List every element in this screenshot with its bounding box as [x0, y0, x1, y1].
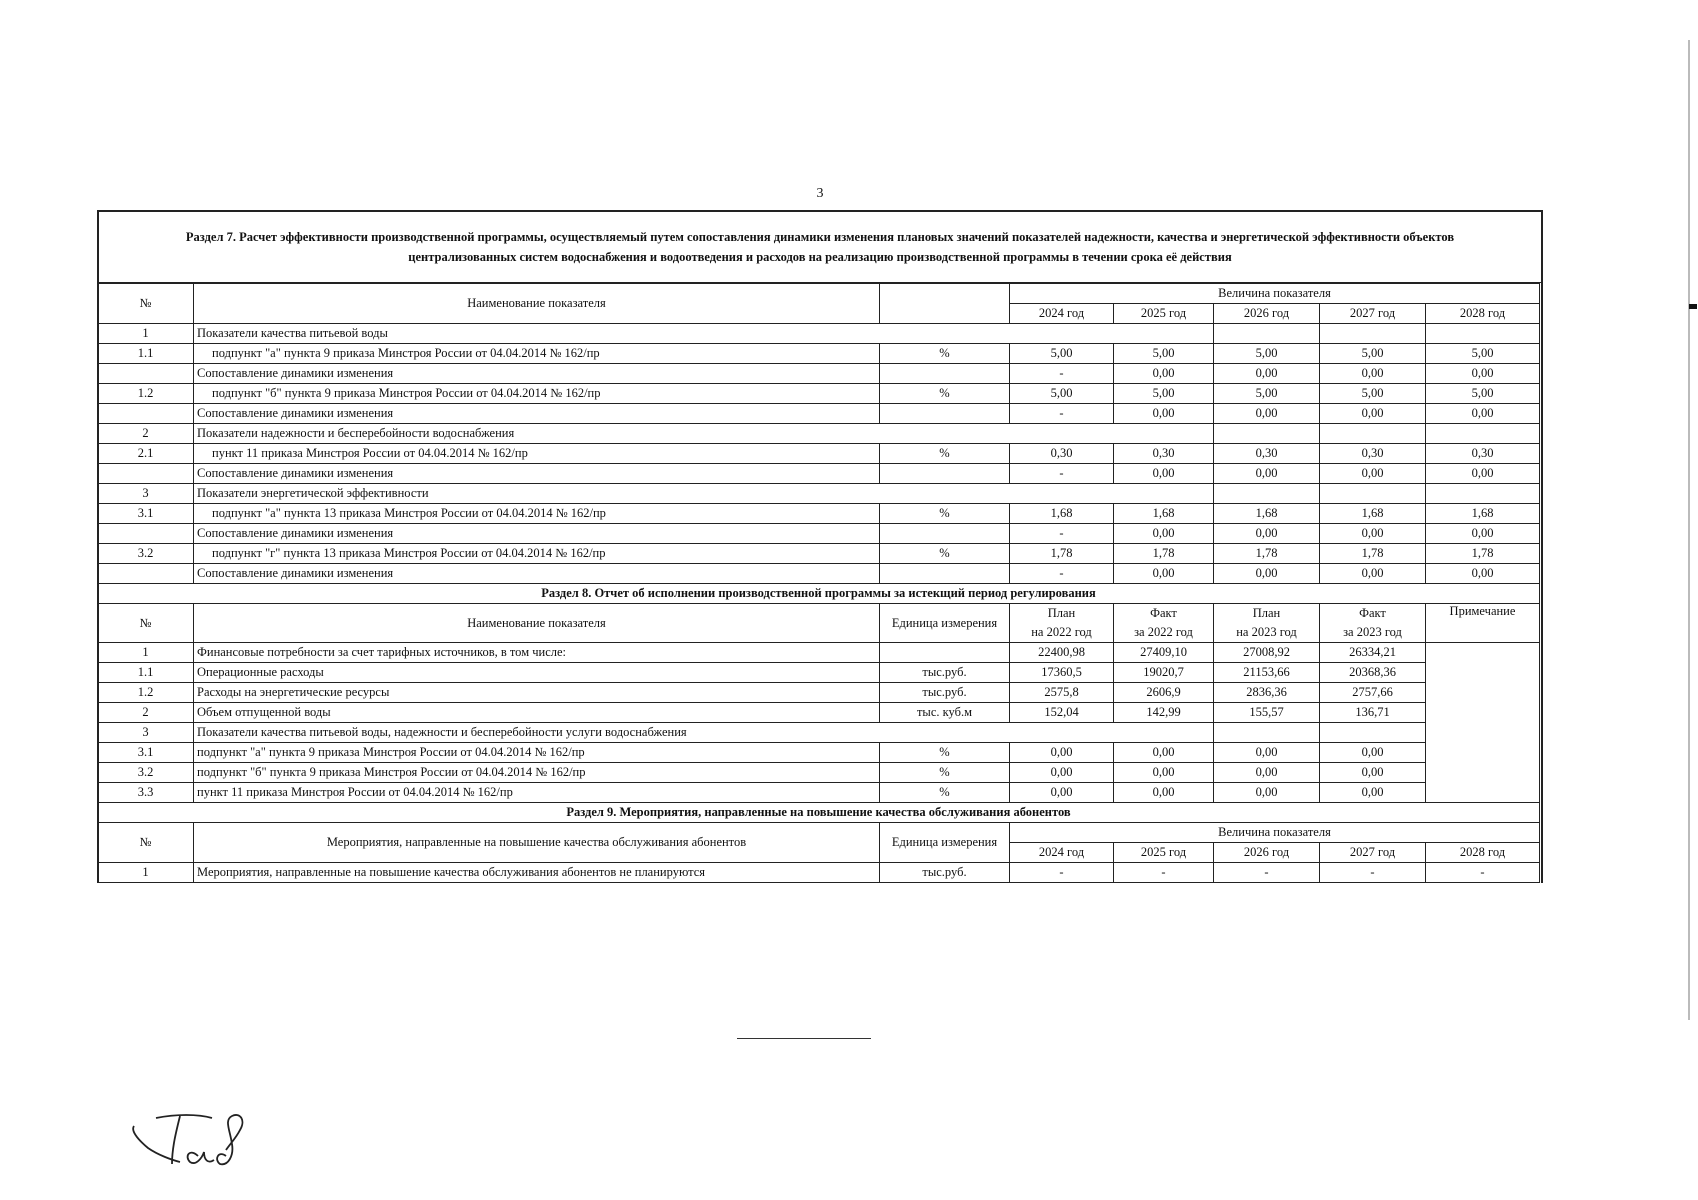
row-num: 1.1: [98, 344, 194, 364]
row-name: Сопоставление динамики изменения: [194, 524, 880, 544]
section8-title: Раздел 8. Отчет об исполнении производственной программы за истекщий период регулирования: [98, 584, 1540, 604]
row-value: 27008,92: [1214, 643, 1320, 663]
row-value: -: [1010, 524, 1114, 544]
row-empty: [1426, 324, 1540, 344]
header-num: №: [98, 823, 194, 863]
row-empty: [1214, 424, 1320, 444]
row-unit: [880, 643, 1010, 663]
table-row: [98, 643, 1540, 663]
row-value: 0,30: [1010, 444, 1114, 464]
row-value: 5,00: [1214, 344, 1320, 364]
row-value: 0,00: [1010, 783, 1114, 803]
row-value: 0,00: [1320, 564, 1426, 584]
section7-header-row: [98, 284, 1540, 304]
row-value: 0,30: [1114, 444, 1214, 464]
row-empty: [1320, 484, 1426, 504]
row-value: 0,00: [1320, 524, 1426, 544]
row-value: 1,68: [1320, 504, 1426, 524]
row-value: 21153,66: [1214, 663, 1320, 683]
table-row: [98, 703, 1540, 723]
table-row: [98, 544, 1540, 564]
row-value: 1,68: [1010, 504, 1114, 524]
table-row: [98, 783, 1540, 803]
page-number: 3: [816, 186, 824, 201]
row-value: 0,30: [1320, 444, 1426, 464]
row-num: 2: [98, 424, 194, 444]
row-empty: [1426, 424, 1540, 444]
row-num: 1: [98, 324, 194, 344]
row-value: -: [1010, 564, 1114, 584]
row-num: 3.2: [98, 544, 194, 564]
table-row: [98, 424, 1540, 444]
row-value: 0,00: [1320, 364, 1426, 384]
row-empty: [1214, 723, 1320, 743]
row-value: 0,00: [1214, 524, 1320, 544]
row-value: -: [1010, 863, 1114, 883]
handwritten-signature: [128, 1108, 268, 1178]
row-value: 0,00: [1426, 564, 1540, 584]
row-value: 0,00: [1320, 743, 1426, 763]
row-name: Сопоставление динамики изменения: [194, 404, 880, 424]
row-value: 5,00: [1010, 384, 1114, 404]
row-value: 142,99: [1114, 703, 1214, 723]
row-value: 1,68: [1114, 504, 1214, 524]
row-value: 0,00: [1114, 464, 1214, 484]
row-value: 2757,66: [1320, 683, 1426, 703]
section9-title-row: [98, 803, 1540, 823]
row-unit: тыс.руб.: [880, 663, 1010, 683]
table-row: [98, 863, 1540, 883]
row-name: подпункт "а" пункта 9 приказа Минстроя России от 04.04.2014 № 162/пр: [194, 743, 880, 763]
row-value: 0,00: [1114, 524, 1214, 544]
table-row: [98, 683, 1540, 703]
row-value: 26334,21: [1320, 643, 1426, 663]
row-empty: [1320, 324, 1426, 344]
row-name: Мероприятия, направленные на повышение качества обслуживания абонентов не планируются: [194, 863, 880, 883]
row-value: 17360,5: [1010, 663, 1114, 683]
row-num: 1: [98, 863, 194, 883]
row-name: подпункт "б" пункта 9 приказа Минстроя России от 04.04.2014 № 162/пр: [194, 384, 880, 404]
header-year: 2026 год: [1214, 843, 1320, 863]
row-value: 0,30: [1214, 444, 1320, 464]
row-value: 0,00: [1214, 464, 1320, 484]
header-name: Наименование показателя: [194, 284, 880, 324]
report-table: [97, 283, 1540, 883]
row-num: 2: [98, 703, 194, 723]
header-period-line1: Факт: [1150, 606, 1177, 620]
table-row: [98, 344, 1540, 364]
separator-line: [737, 1038, 871, 1039]
table-row: [98, 404, 1540, 424]
header-value-group: Величина показателя: [1010, 284, 1540, 304]
row-unit: тыс.руб.: [880, 683, 1010, 703]
row-value: 0,00: [1010, 743, 1114, 763]
header-value-group: Величина показателя: [1010, 823, 1540, 843]
row-name: Сопоставление динамики изменения: [194, 464, 880, 484]
row-empty: [1214, 324, 1320, 344]
row-value: 0,00: [1320, 404, 1426, 424]
table-row: [98, 364, 1540, 384]
table-row: [98, 464, 1540, 484]
table-row: [98, 444, 1540, 464]
row-num: [98, 364, 194, 384]
section8-header-row: [98, 604, 1540, 643]
section9-header-row: [98, 823, 1540, 843]
row-value: 0,00: [1426, 464, 1540, 484]
row-value: 0,00: [1426, 364, 1540, 384]
row-name: подпункт "а" пункта 13 приказа Минстроя России от 04.04.2014 № 162/пр: [194, 504, 880, 524]
row-name: подпункт "а" пункта 9 приказа Минстроя России от 04.04.2014 № 162/пр: [194, 344, 880, 364]
row-value: 0,00: [1320, 763, 1426, 783]
row-value: -: [1010, 404, 1114, 424]
scan-edge-mark: [1689, 304, 1697, 309]
row-unit: %: [880, 783, 1010, 803]
header-unit: Единица измерения: [880, 823, 1010, 863]
row-value: 5,00: [1320, 384, 1426, 404]
row-name: Показатели качества питьевой воды: [194, 324, 1214, 344]
row-value: 1,68: [1426, 504, 1540, 524]
row-value: 0,00: [1114, 364, 1214, 384]
scan-edge-line: [1688, 40, 1690, 1020]
row-unit: %: [880, 344, 1010, 364]
row-num: 3: [98, 484, 194, 504]
row-value: 0,00: [1010, 763, 1114, 783]
row-value: -: [1426, 863, 1540, 883]
header-year: 2025 год: [1114, 304, 1214, 324]
row-unit: %: [880, 763, 1010, 783]
row-name: Показатели энергетической эффективности: [194, 484, 1214, 504]
row-value: 5,00: [1426, 344, 1540, 364]
row-value: 19020,7: [1114, 663, 1214, 683]
header-unit-empty: [880, 284, 1010, 324]
row-unit: тыс.руб.: [880, 863, 1010, 883]
header-name: Мероприятия, направленные на повышение качества обслуживания абонентов: [194, 823, 880, 863]
table-row: [98, 504, 1540, 524]
section7-title: Раздел 7. Расчет эффективности производственной программы, осуществляемый путем сопоставления динамики изменения плановых значений показателей надежности, качества и энергетической эффективности объектов централизованных систем водоснабжения и водоотведения и расходов на реализацию производственной программы в течении срока её действия: [99, 212, 1541, 283]
row-value: 5,00: [1214, 384, 1320, 404]
row-name: подпункт "б" пункта 9 приказа Минстроя России от 04.04.2014 № 162/пр: [194, 763, 880, 783]
header-period-line2: на 2022 год: [1031, 625, 1092, 639]
table-row: [98, 564, 1540, 584]
row-num: 3.3: [98, 783, 194, 803]
row-name: Объем отпущенной воды: [194, 703, 880, 723]
row-unit: %: [880, 544, 1010, 564]
row-unit: %: [880, 504, 1010, 524]
row-name: пункт 11 приказа Минстроя России от 04.04.2014 № 162/пр: [194, 444, 880, 464]
header-year: 2028 год: [1426, 843, 1540, 863]
row-name: Операционные расходы: [194, 663, 880, 683]
header-year: 2025 год: [1114, 843, 1214, 863]
header-name: Наименование показателя: [194, 604, 880, 643]
row-num: 3.1: [98, 504, 194, 524]
header-period: [1114, 604, 1214, 643]
row-value: 22400,98: [1010, 643, 1114, 663]
row-unit: %: [880, 444, 1010, 464]
header-unit: Единица измерения: [880, 604, 1010, 643]
section8-title-row: [98, 584, 1540, 604]
header-period-line1: Факт: [1359, 606, 1386, 620]
report-table-frame: [97, 210, 1543, 883]
row-value: 0,00: [1114, 783, 1214, 803]
row-value: 20368,36: [1320, 663, 1426, 683]
row-value: 0,00: [1214, 763, 1320, 783]
row-value: 0,00: [1214, 783, 1320, 803]
header-year: 2026 год: [1214, 304, 1320, 324]
row-value: 5,00: [1426, 384, 1540, 404]
header-period-line2: за 2022 год: [1134, 625, 1193, 639]
row-name: Финансовые потребности за счет тарифных источников, в том числе:: [194, 643, 880, 663]
header-period-line2: на 2023 год: [1236, 625, 1297, 639]
row-value: 0,00: [1320, 783, 1426, 803]
row-value: -: [1010, 464, 1114, 484]
header-year: 2027 год: [1320, 843, 1426, 863]
row-value: 0,00: [1114, 763, 1214, 783]
row-value: 5,00: [1114, 344, 1214, 364]
row-note: [1426, 643, 1540, 803]
row-value: 0,00: [1114, 743, 1214, 763]
row-unit: [880, 564, 1010, 584]
row-value: 136,71: [1320, 703, 1426, 723]
row-value: 1,78: [1010, 544, 1114, 564]
row-value: 1,68: [1214, 504, 1320, 524]
row-value: 0,30: [1426, 444, 1540, 464]
section9-title: Раздел 9. Мероприятия, направленные на повышение качества обслуживания абонентов: [98, 803, 1540, 823]
row-value: -: [1114, 863, 1214, 883]
row-value: 0,00: [1214, 743, 1320, 763]
header-num: №: [98, 284, 194, 324]
row-empty: [1426, 484, 1540, 504]
header-num: №: [98, 604, 194, 643]
row-name: Расходы на энергетические ресурсы: [194, 683, 880, 703]
row-value: 5,00: [1010, 344, 1114, 364]
row-num: [98, 404, 194, 424]
header-period-line2: за 2023 год: [1343, 625, 1402, 639]
header-period: [1320, 604, 1426, 643]
row-num: [98, 564, 194, 584]
table-row: [98, 324, 1540, 344]
row-num: 1.2: [98, 384, 194, 404]
row-num: 2.1: [98, 444, 194, 464]
row-value: 0,00: [1214, 564, 1320, 584]
row-value: 2836,36: [1214, 683, 1320, 703]
table-row: [98, 723, 1540, 743]
row-unit: тыс. куб.м: [880, 703, 1010, 723]
table-row: [98, 743, 1540, 763]
row-name: пункт 11 приказа Минстроя России от 04.04.2014 № 162/пр: [194, 783, 880, 803]
row-value: 1,78: [1114, 544, 1214, 564]
row-value: -: [1010, 364, 1114, 384]
row-name: Показатели качества питьевой воды, надежности и бесперебойности услуги водоснабжения: [194, 723, 1214, 743]
row-value: 0,00: [1426, 404, 1540, 424]
table-row: [98, 384, 1540, 404]
row-num: [98, 464, 194, 484]
table-row: [98, 763, 1540, 783]
row-value: -: [1320, 863, 1426, 883]
row-value: 152,04: [1010, 703, 1114, 723]
row-value: 2606,9: [1114, 683, 1214, 703]
row-value: 5,00: [1114, 384, 1214, 404]
row-unit: [880, 404, 1010, 424]
row-unit: [880, 464, 1010, 484]
table-row: [98, 484, 1540, 504]
row-empty: [1320, 723, 1426, 743]
row-value: 0,00: [1426, 524, 1540, 544]
row-value: 0,00: [1214, 404, 1320, 424]
row-value: 155,57: [1214, 703, 1320, 723]
row-value: 27409,10: [1114, 643, 1214, 663]
row-unit: %: [880, 384, 1010, 404]
row-unit: %: [880, 743, 1010, 763]
row-value: 0,00: [1114, 404, 1214, 424]
row-unit: [880, 524, 1010, 544]
row-num: 3.1: [98, 743, 194, 763]
row-name: Сопоставление динамики изменения: [194, 564, 880, 584]
row-name: Показатели надежности и бесперебойности водоснабжения: [194, 424, 1214, 444]
row-num: [98, 524, 194, 544]
header-period-line1: План: [1252, 606, 1281, 620]
header-year: 2028 год: [1426, 304, 1540, 324]
row-num: 1.2: [98, 683, 194, 703]
header-year: 2027 год: [1320, 304, 1426, 324]
header-period: [1214, 604, 1320, 643]
row-value: 1,78: [1426, 544, 1540, 564]
row-value: 1,78: [1320, 544, 1426, 564]
row-unit: [880, 364, 1010, 384]
header-year: 2024 год: [1010, 843, 1114, 863]
header-period: [1010, 604, 1114, 643]
row-value: -: [1214, 863, 1320, 883]
row-value: 2575,8: [1010, 683, 1114, 703]
row-name: Сопоставление динамики изменения: [194, 364, 880, 384]
row-value: 5,00: [1320, 344, 1426, 364]
row-num: 3: [98, 723, 194, 743]
row-value: 0,00: [1214, 364, 1320, 384]
row-value: 0,00: [1114, 564, 1214, 584]
row-value: 0,00: [1320, 464, 1426, 484]
row-empty: [1320, 424, 1426, 444]
header-period-line1: План: [1047, 606, 1076, 620]
row-num: 1: [98, 643, 194, 663]
row-num: 3.2: [98, 763, 194, 783]
table-row: [98, 663, 1540, 683]
header-year: 2024 год: [1010, 304, 1114, 324]
row-name: подпункт "г" пункта 13 приказа Минстроя России от 04.04.2014 № 162/пр: [194, 544, 880, 564]
row-num: 1.1: [98, 663, 194, 683]
row-empty: [1214, 484, 1320, 504]
row-value: 1,78: [1214, 544, 1320, 564]
header-note: Примечание: [1426, 604, 1540, 643]
table-row: [98, 524, 1540, 544]
